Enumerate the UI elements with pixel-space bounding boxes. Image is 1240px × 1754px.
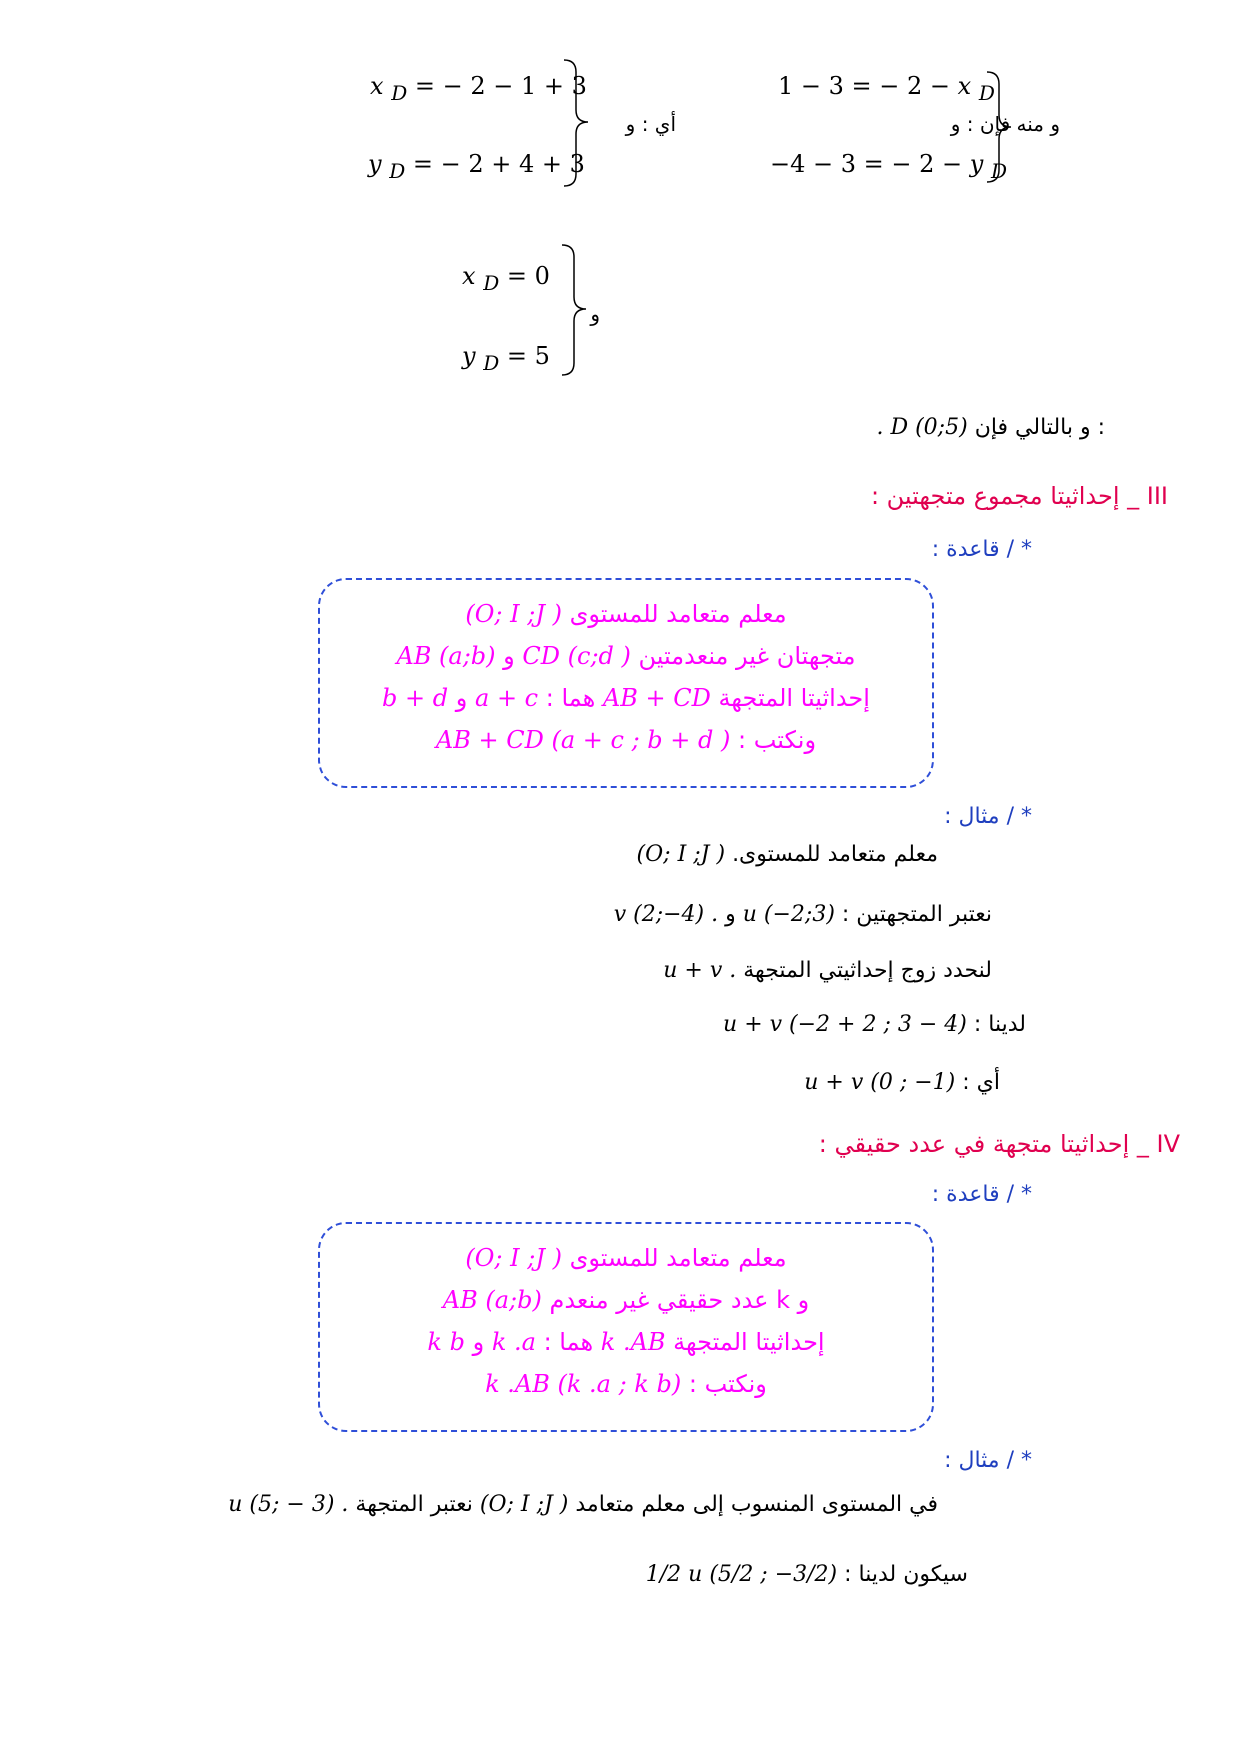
rule-sum-line-4: ونكتب : AB + CD (a + c ; b + d ) xyxy=(435,726,817,754)
system-label-middle: أي : و xyxy=(625,112,676,136)
example-sum-line-5: أي : u + v (0 ; −1) xyxy=(804,1070,1000,1095)
conclusion-text: و بالتالي فإن : xyxy=(974,415,1105,440)
equation-right-2: −4 − 3 = − 2 − y $_D$ xyxy=(770,150,1008,183)
example-sum-line-1: معلم متعامد للمستوى. (O; I ;J ) xyxy=(636,842,938,867)
rule-scalar-line-3: إحداثيتا المتجهة k .AB هما : k .a و k b xyxy=(427,1328,825,1356)
equation-left-1: x $_D$ = − 2 − 1 + 3 xyxy=(370,72,587,105)
example-sum-line-2: نعتبر المتجهتين : u (−2;3) و v (2;−4) . xyxy=(613,902,992,927)
rule-scalar-line-4: ونكتب : k .AB (k .a ; k b) xyxy=(485,1370,767,1398)
rule-box-sum xyxy=(318,578,934,788)
equation-left-2: y $_D$ = − 2 + 4 + 3 xyxy=(368,150,585,183)
rule-sum-line-2: متجهتان غير منعدمتين CD (c;d ) و AB (a;b) xyxy=(396,642,856,670)
section-4-rule-label: * / قاعدة : xyxy=(931,1182,1032,1207)
section-3-rule-label: * / قاعدة : xyxy=(931,537,1032,562)
rule-sum-line-3: إحداثيتا المتجهة AB + CD هما : a + c و b + d xyxy=(382,684,870,712)
rule-box-scalar xyxy=(318,1222,934,1432)
equation-right-1: 1 − 3 = − 2 − x $_D$ xyxy=(778,72,995,105)
result-y: y $_D$ = 5 xyxy=(462,342,550,375)
result-label: و xyxy=(590,302,600,326)
example-scalar-line-1: في المستوى المنسوب إلى معلم متعامد (O; I ;J ) نعتبر المتجهة u (5; − 3) . xyxy=(228,1492,938,1517)
left-brace xyxy=(562,58,602,188)
example-sum-line-4: لدينا : u + v (−2 + 2 ; 3 − 4) xyxy=(723,1012,1026,1037)
section-4-example-label: * / مثال : xyxy=(944,1448,1032,1473)
example-scalar-line-2: سيكون لدينا : 1/2 u (5/2 ; −3/2) xyxy=(645,1562,968,1587)
rule-sum-line-1: (O; I ;J ) معلم متعامد للمستوى xyxy=(465,600,787,628)
conclusion-math: . D (0;5) xyxy=(876,415,968,440)
conclusion-line xyxy=(876,415,1105,440)
rule-scalar-line-1: (O; I ;J ) معلم متعامد للمستوى xyxy=(465,1244,787,1272)
example-sum-line-3: لنحدد زوج إحداثيتي المتجهة u + v . xyxy=(663,958,992,983)
rule-scalar-line-2: و k عدد حقيقي غير منعدم AB (a;b) xyxy=(442,1286,810,1314)
section-3-example-label: * / مثال : xyxy=(944,804,1032,829)
right-brace xyxy=(985,70,1025,185)
system-label-right: و منه فإن : و xyxy=(950,112,1060,136)
section-3-title: III _ إحداثيتا مجموع متجهتين : xyxy=(870,482,1168,510)
result-x: x $_D$ = 0 xyxy=(462,262,550,295)
section-4-title: IV _ إحداثيتا متجهة في عدد حقيقي : xyxy=(818,1130,1180,1158)
